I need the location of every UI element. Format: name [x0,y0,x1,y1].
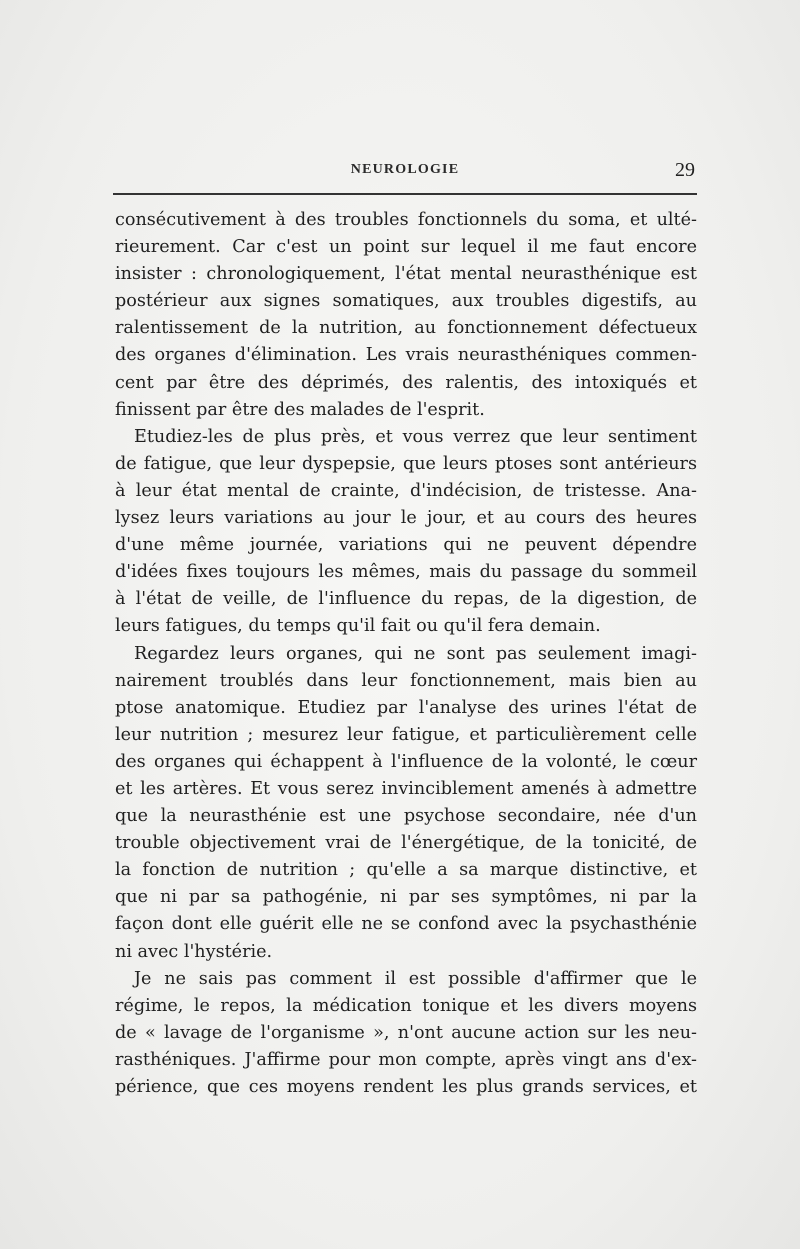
text-line: périence, que ces moyens rendent les plus grands services, et [115,1077,697,1097]
text-line: que la neurasthénie est une psychose secondaire, née d'un [115,806,697,827]
text-line: ralentissement de la nutrition, au fonctionnement défectueux [115,318,697,339]
text-line: leur nutrition ; mesurez leur fatigue, et particulièrement celle [115,724,697,745]
text-line: insister : chronologiquement, l'état mental neurasthénique est [115,264,697,285]
text-line: nairement troublés dans leur fonctionnement, mais bien au [115,670,697,691]
text-line: à leur état mental de crainte, d'indécision, de tristesse. Ana- [115,480,697,501]
page-number: 29 [675,159,695,181]
paragraph-end-line: ni avec l'hystérie. [115,941,273,962]
paragraph-start-line: Etudiez-les de plus près, et vous verrez que leur sentiment [134,426,697,447]
text-line: de fatigue, que leur dyspepsie, que leurs ptoses sont antérieurs [115,453,697,474]
text-line: d'idées fixes toujours les mêmes, mais du passage du sommeil [115,562,697,583]
text-line: rieurement. Car c'est un point sur lequel il me faut encore [115,237,697,258]
header-rule [113,193,697,195]
text-line: consécutivement à des troubles fonctionnels du soma, et ulté- [115,210,697,230]
text-line: ptose anatomique. Etudiez par l'analyse des urines l'état de [115,697,697,718]
text-line: à l'état de veille, de l'influence du repas, de la digestion, de [115,589,697,610]
text-line: de « lavage de l'organisme », n'ont aucune action sur les neu- [115,1022,697,1043]
text-line: lysez leurs variations au jour le jour, et au cours des heures [115,508,697,529]
body-text [115,207,697,1101]
paragraph-start-line: Je ne sais pas comment il est possible d'affirmer que le [134,968,697,989]
text-line: rasthéniques. J'affirme pour mon compte, après vingt ans d'ex- [115,1049,697,1070]
paragraph-end-line: finissent par être des malades de l'esprit. [115,399,485,420]
paragraph-end-line: leurs fatigues, du temps qu'il fait ou qu'il fera demain. [115,616,601,637]
text-line: façon dont elle guérit elle ne se confond avec la psychasthénie [115,914,697,935]
paragraph-start-line: Regardez leurs organes, qui ne sont pas seulement imagi- [134,643,697,664]
text-line: trouble objectivement vrai de l'énergétique, de la tonicité, de [115,833,697,854]
text-line: régime, le repos, la médication tonique et les divers moyens [115,995,697,1016]
text-line: postérieur aux signes somatiques, aux troubles digestifs, au [115,291,697,312]
text-line: et les artères. Et vous serez invinciblement amenés à admettre [115,778,697,799]
text-line: des organes d'élimination. Les vrais neurasthéniques commen- [115,345,697,366]
page-header [113,158,697,184]
text-line: des organes qui échappent à l'influence de la volonté, le cœur [115,751,697,772]
text-line: cent par être des déprimés, des ralentis, des intoxiqués et [115,372,697,393]
text-line: que ni par sa pathogénie, ni par ses symptômes, ni par la [115,887,697,908]
text-line: la fonction de nutrition ; qu'elle a sa marque distinctive, et [115,860,697,881]
running-head: NEUROLOGIE [350,162,460,177]
text-line: d'une même journée, variations qui ne peuvent dépendre [115,535,697,556]
